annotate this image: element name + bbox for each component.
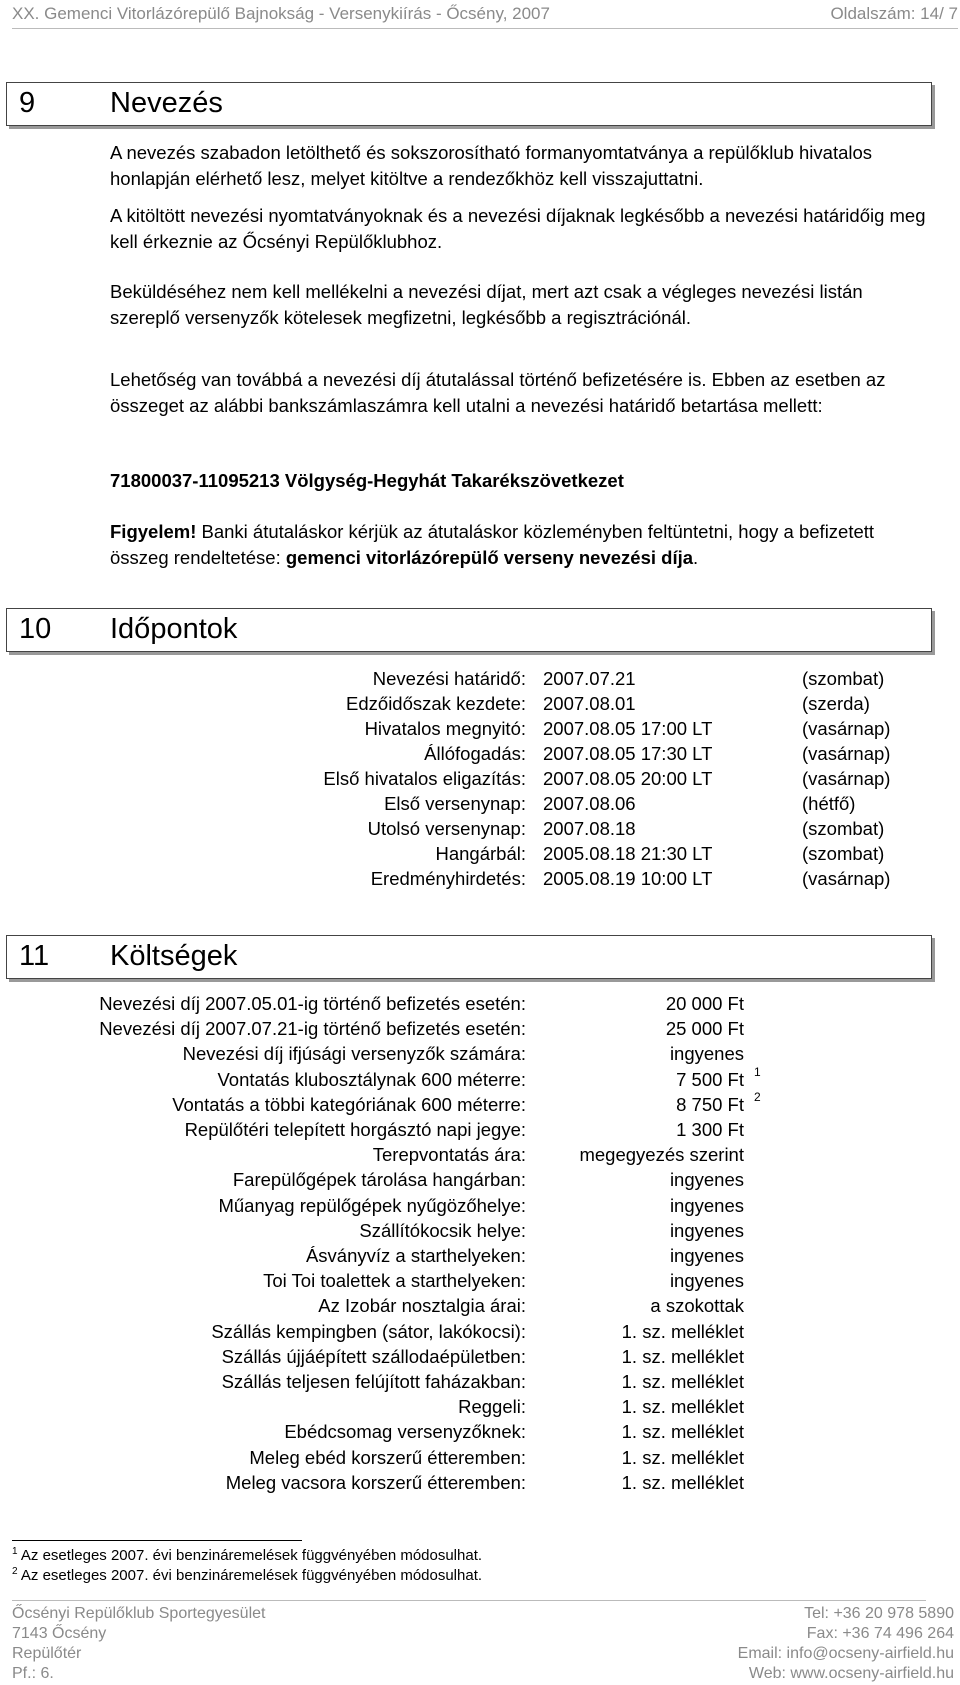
schedule-date: 2005.08.19 10:00 LT xyxy=(543,868,713,889)
phone: Tel: +36 20 978 5890 xyxy=(804,1605,954,1622)
schedule-date: 2007.08.05 17:00 LT xyxy=(543,718,713,739)
footer-divider xyxy=(12,1600,926,1601)
website-link[interactable]: Web: www.ocseny-airfield.hu xyxy=(748,1665,954,1682)
schedule-label: Nevezési határidő: xyxy=(372,668,526,689)
footnote-mark: 1 xyxy=(12,1546,18,1557)
cost-label: Toi Toi toalettek a starthelyeken: xyxy=(263,1270,526,1292)
schedule-label: Hivatalos megnyitó: xyxy=(364,718,526,739)
cost-label: Vontatás klubosztálynak 600 méterre: xyxy=(217,1068,526,1090)
cost-value: ingyenes xyxy=(669,1169,744,1191)
schedule-date: 2007.08.05 17:30 LT xyxy=(543,743,713,764)
cost-label: Ebédcsomag versenyzőknek: xyxy=(284,1421,526,1443)
club-city: 7143 Őcsény xyxy=(12,1625,107,1642)
section-10-heading xyxy=(6,608,932,652)
cost-label: Nevezési díj 2007.05.01-ig történő befizetés esetén: xyxy=(99,993,526,1014)
schedule-date: 2007.08.18 xyxy=(543,818,636,839)
cost-value: ingyenes xyxy=(669,1219,744,1241)
cost-label: Reggeli: xyxy=(458,1396,526,1418)
schedule-day: (szombat) xyxy=(802,818,885,839)
cost-label: Repülőtéri telepített horgásztó napi jegye: xyxy=(184,1119,526,1140)
page-header xyxy=(12,4,958,29)
schedule-label: Utolsó versenynap: xyxy=(367,818,526,839)
footnote-1 xyxy=(12,1546,482,1564)
section-11-heading xyxy=(6,935,932,979)
cost-value: 1. sz. melléklet xyxy=(621,1371,744,1392)
club-name: Őcsényi Repülőklub Sportegyesület xyxy=(12,1605,266,1622)
schedule-day: (szombat) xyxy=(802,668,885,689)
footer-address xyxy=(12,1604,265,1684)
cost-label: Szállás teljesen felújított faházakban: xyxy=(221,1371,526,1392)
cost-value: 25 000 Ft xyxy=(665,1018,744,1040)
section-title: Költségek xyxy=(110,940,238,972)
cost-value: 1. sz. melléklet xyxy=(621,1320,744,1342)
schedule-date: 2005.08.18 21:30 LT xyxy=(543,843,713,864)
cost-label: Szállítókocsik helye: xyxy=(359,1219,526,1241)
schedule-date: 2007.08.06 xyxy=(543,793,636,814)
cost-label: Meleg ebéd korszerű étteremben: xyxy=(249,1446,526,1468)
note-text: Banki átutaláskor kérjük az átutaláskor közleményben feltüntetni, hogy a befizetett összeg rendeltetése: xyxy=(110,521,875,568)
page-number: Oldalszám: 14/ 7 xyxy=(830,4,958,23)
cost-value: ingyenes xyxy=(669,1043,744,1065)
cost-label: Műanyag repülőgépek nyűgözőhelye: xyxy=(218,1194,526,1216)
note-warning: Figyelem! xyxy=(110,521,197,542)
bank-account: 71800037-11095213 Völgység-Hegyhát Takarékszövetkezet xyxy=(110,470,624,491)
section-number: 10 xyxy=(19,613,52,645)
payment-note xyxy=(110,519,930,570)
cost-value: 1 300 Ft xyxy=(676,1119,744,1140)
note-purpose: gemenci vitorlázórepülő verseny nevezési díja xyxy=(285,546,694,568)
cost-label: Nevezési díj 2007.07.21-ig történő befizetés esetén: xyxy=(99,1018,526,1040)
footnote-reference[interactable]: 2 xyxy=(754,1089,761,1104)
section-title: Nevezés xyxy=(110,87,223,119)
paragraph: Lehetőség van továbbá a nevezési díj átutalással történő befizetésére is. Ebben az esetben az összeget az alábbi bankszámlaszámra kell utalni a nevezési határidő betartása mellett: xyxy=(110,369,886,416)
fax: Fax: +36 74 496 264 xyxy=(806,1625,954,1642)
schedule-day: (szerda) xyxy=(802,693,870,714)
schedule-date: 2007.08.05 20:00 LT xyxy=(543,768,713,789)
cost-label: Szállás kempingben (sátor, lakókocsi): xyxy=(211,1320,526,1342)
footer-contact xyxy=(738,1604,954,1684)
cost-value: ingyenes xyxy=(669,1270,744,1292)
cost-label: Az Izobár nosztalgia árai: xyxy=(318,1295,526,1317)
cost-value: megegyezés szerint xyxy=(579,1144,744,1166)
footnote-divider xyxy=(12,1540,302,1541)
schedule-label: Edzőidőszak kezdete: xyxy=(346,693,526,714)
footnote-reference[interactable]: 1 xyxy=(754,1064,761,1079)
schedule-day: (vasárnap) xyxy=(802,743,891,764)
section-number: 11 xyxy=(19,940,50,972)
schedule-day: (vasárnap) xyxy=(802,768,891,789)
cost-value: 7 500 Ft xyxy=(676,1068,744,1090)
schedule-label: Első versenynap: xyxy=(384,793,526,814)
paragraph: A kitöltött nevezési nyomtatványoknak és a nevezési díjaknak legkésőbb a nevezési határidőig meg kell érkeznie az Őcsényi Repülőklubhoz. xyxy=(110,205,926,252)
cost-value: 1. sz. melléklet xyxy=(621,1396,744,1418)
schedule-label: Első hivatalos eligazítás: xyxy=(323,768,526,789)
document-title: XX. Gemenci Vitorlázórepülő Bajnokság - Versenykiírás - Őcsény, 2007 xyxy=(12,4,550,23)
schedule-day: (vasárnap) xyxy=(802,718,891,739)
cost-value: 1. sz. melléklet xyxy=(621,1421,744,1443)
paragraph: Beküldéséhez nem kell mellékelni a nevezési díjat, mert azt csak a végleges nevezési listán szereplő versenyzők kötelesek megfizetni, legkésőbb a regisztrációnál. xyxy=(110,281,863,328)
cost-label: Terepvontatás ára: xyxy=(372,1144,526,1166)
cost-label: Nevezési díj ifjúsági versenyzők számára: xyxy=(182,1043,526,1065)
cost-value: 8 750 Ft xyxy=(676,1093,744,1115)
note-end: . xyxy=(693,546,699,568)
cost-value: a szokottak xyxy=(650,1295,744,1317)
cost-value: ingyenes xyxy=(669,1245,744,1266)
section-9-heading xyxy=(6,82,932,126)
schedule-label: Hangárbál: xyxy=(435,843,526,864)
schedule-label: Eredményhirdetés: xyxy=(370,868,526,889)
paragraph: A nevezés szabadon letölthető és sokszorosítható formanyomtatványa a repülőklub hivatalos honlapján elérhető lesz, melyet kitöltve a rendezőkhöz kell visszajuttatni. xyxy=(110,142,873,189)
email-link[interactable]: Email: info@ocseny-airfield.hu xyxy=(737,1645,954,1662)
cost-value: 1. sz. melléklet xyxy=(621,1446,744,1468)
cost-label: Ásványvíz a starthelyeken: xyxy=(305,1245,526,1266)
cost-label: Vontatás a többi kategóriának 600 méterre: xyxy=(172,1093,526,1115)
cost-value: 20 000 Ft xyxy=(665,993,744,1014)
cost-label: Szállás újjáépített szállodaépületben: xyxy=(221,1345,526,1367)
club-pobox: Pf.: 6. xyxy=(12,1665,54,1682)
cost-value: 1. sz. melléklet xyxy=(621,1345,744,1367)
section-number: 9 xyxy=(19,87,36,119)
schedule-date: 2007.08.01 xyxy=(543,693,636,714)
schedule-label: Állófogadás: xyxy=(424,743,526,764)
club-location: Repülőtér xyxy=(12,1645,82,1662)
footnote-text: Az esetleges 2007. évi benzináremelések függvényében módosulhat. xyxy=(20,1547,483,1564)
cost-label: Meleg vacsora korszerű étteremben: xyxy=(225,1471,526,1493)
footnote-text: Az esetleges 2007. évi benzináremelések függvényében módosulhat. xyxy=(20,1567,483,1584)
cost-value: 1. sz. melléklet xyxy=(621,1471,744,1493)
schedule-day: (szombat) xyxy=(802,843,885,864)
section-title: Időpontok xyxy=(110,613,238,645)
schedule-date: 2007.07.21 xyxy=(543,668,636,689)
footnote-mark: 2 xyxy=(12,1566,18,1577)
cost-label: Farepülőgépek tárolása hangárban: xyxy=(232,1169,526,1191)
footnote-2 xyxy=(12,1566,482,1584)
cost-value: ingyenes xyxy=(669,1194,744,1216)
schedule-day: (vasárnap) xyxy=(802,868,891,889)
schedule-day: (hétfő) xyxy=(802,793,856,814)
